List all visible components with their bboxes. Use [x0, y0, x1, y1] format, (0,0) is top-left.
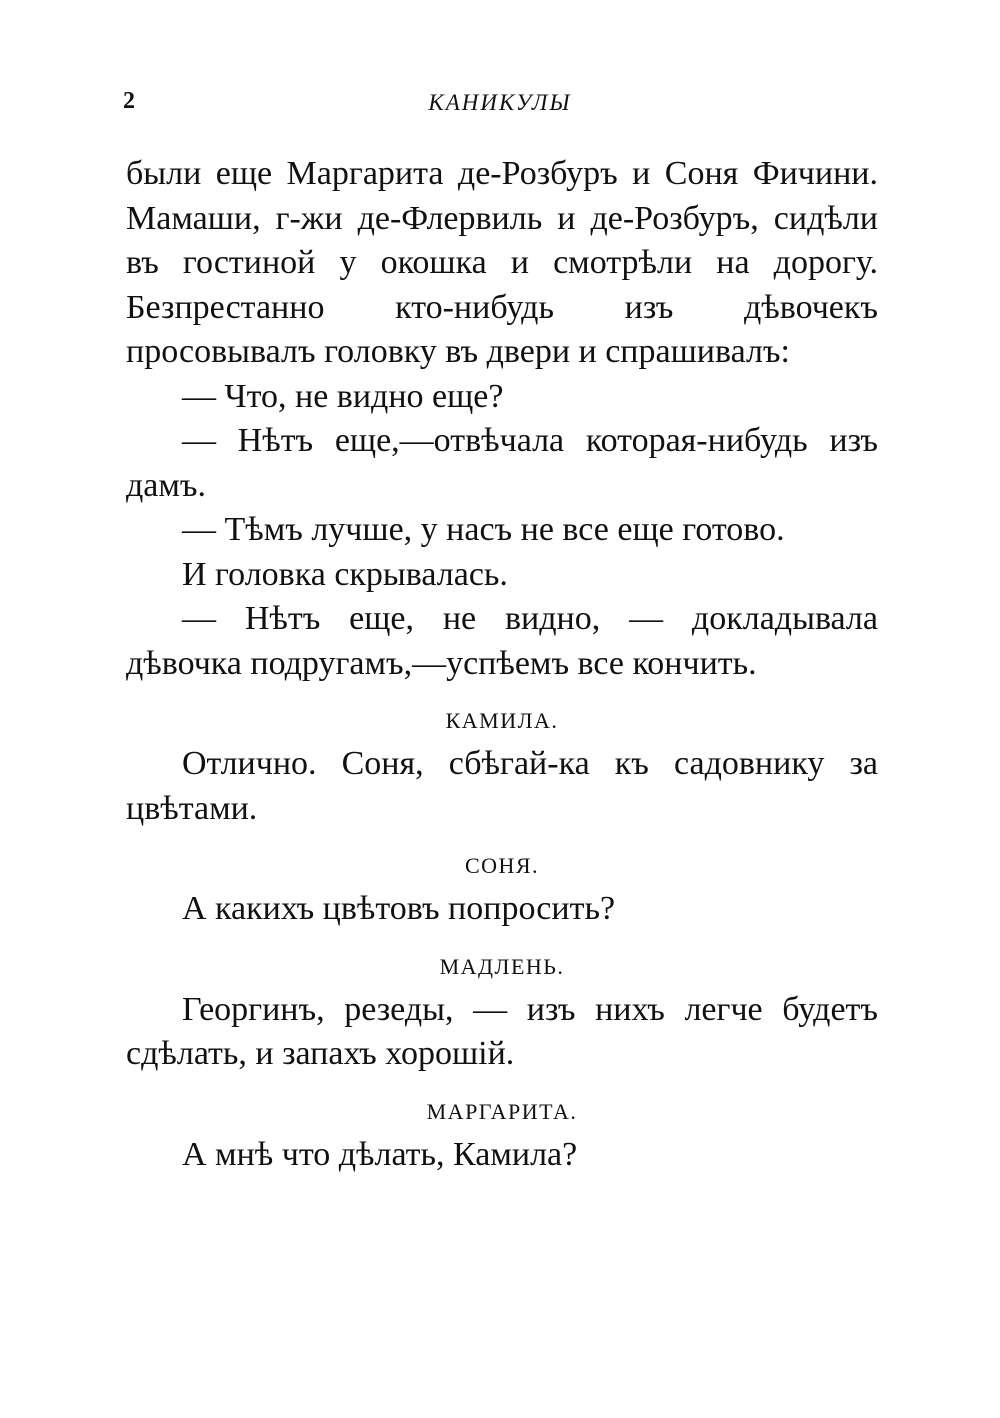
dialogue-line: А мнѣ что дѣлать, Камила?	[182, 1135, 578, 1173]
paragraph: — Что, не видно еще?	[182, 377, 504, 415]
dialogue-line: А какихъ цвѣтовъ попросить?	[182, 890, 616, 927]
page-body	[126, 152, 878, 1177]
dialogue-line: Отлично. Соня, сбѣгай-ка къ садовнику за цвѣтами.	[126, 745, 878, 827]
speaker-name: МАДЛЕНЬ.	[439, 953, 565, 979]
running-title: КАНИКУЛЫ	[428, 90, 572, 115]
dialogue-line: Георгинъ, резеды, — изъ нихъ легче будетъ сдѣлать, и запахъ хорошій.	[126, 990, 878, 1072]
paragraph: — Нѣтъ еще,—отвѣчала которая-нибудь изъ дамъ.	[126, 422, 878, 504]
speaker-name: СОНЯ.	[464, 853, 540, 878]
paragraph: — Тѣмъ лучше, у насъ не все еще готово.	[182, 511, 785, 548]
speaker-name: МАРГАРИТА.	[426, 1098, 578, 1124]
paragraph: — Нѣтъ еще, не видно, — докладывала дѣвочка подругамъ,—успѣемъ все кончить.	[126, 600, 878, 682]
paragraph: И головка скрывалась.	[182, 555, 508, 593]
paragraph: были еще Маргарита де-Розбуръ и Соня Фичини. Мамаши, г-жи де-Флервиль и де-Розбуръ, сидѣли въ гостиной у окошка и смотрѣли на дорогу. Безпрестанно кто-нибудь изъ дѣвочекъ просовывалъ головку въ двери и спрашивалъ:	[126, 155, 878, 370]
speaker-name: КАМИЛА.	[445, 708, 559, 733]
page-number: 2	[123, 88, 135, 114]
